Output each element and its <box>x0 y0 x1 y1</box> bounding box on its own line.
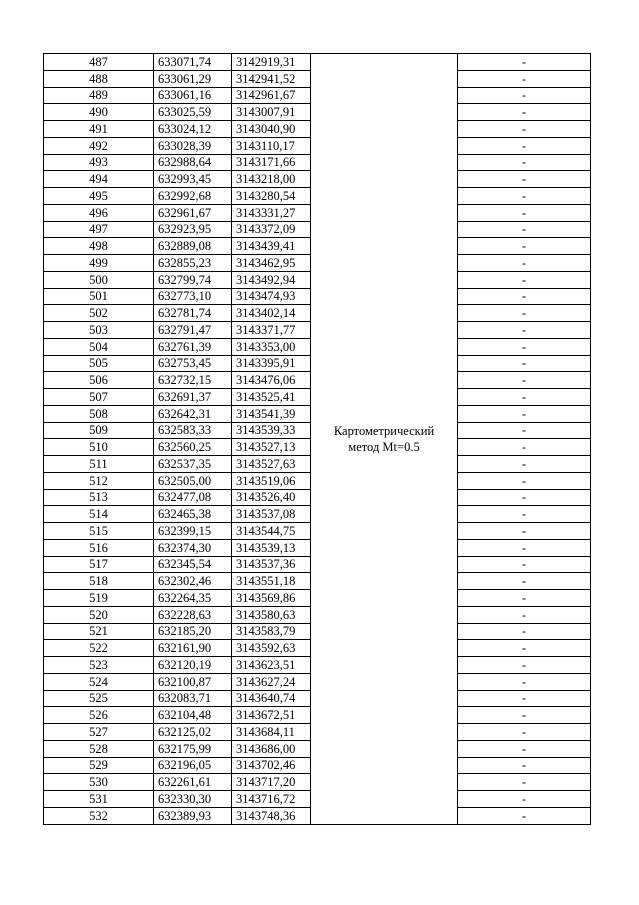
x-coordinate-cell: 632753,45 <box>154 355 232 372</box>
dash-cell: - <box>458 154 591 171</box>
point-number-cell: 501 <box>44 288 154 305</box>
y-coordinate-cell: 3143684,11 <box>232 724 311 741</box>
dash-cell: - <box>458 204 591 221</box>
x-coordinate-cell: 632104,48 <box>154 707 232 724</box>
point-number-cell: 496 <box>44 204 154 221</box>
dash-cell: - <box>458 724 591 741</box>
x-coordinate-cell: 632083,71 <box>154 690 232 707</box>
y-coordinate-cell: 3143539,13 <box>232 539 311 556</box>
x-coordinate-cell: 632988,64 <box>154 154 232 171</box>
x-coordinate-cell: 632855,23 <box>154 255 232 272</box>
dash-cell: - <box>458 271 591 288</box>
x-coordinate-cell: 633024,12 <box>154 121 232 138</box>
x-coordinate-cell: 632125,02 <box>154 724 232 741</box>
dash-cell: - <box>458 389 591 406</box>
y-coordinate-cell: 3143592,63 <box>232 640 311 657</box>
y-coordinate-cell: 3143623,51 <box>232 657 311 674</box>
dash-cell: - <box>458 539 591 556</box>
point-number-cell: 505 <box>44 355 154 372</box>
method-text-line: Картометрический <box>333 423 435 438</box>
point-number-cell: 513 <box>44 489 154 506</box>
y-coordinate-cell: 3143492,94 <box>232 271 311 288</box>
y-coordinate-cell: 3143537,08 <box>232 506 311 523</box>
dash-cell: - <box>458 506 591 523</box>
point-number-cell: 492 <box>44 137 154 154</box>
dash-cell: - <box>458 54 591 71</box>
dash-cell: - <box>458 405 591 422</box>
x-coordinate-cell: 633028,39 <box>154 137 232 154</box>
y-coordinate-cell: 3143537,36 <box>232 556 311 573</box>
y-coordinate-cell: 3143640,74 <box>232 690 311 707</box>
y-coordinate-cell: 3143110,17 <box>232 137 311 154</box>
y-coordinate-cell: 3143395,91 <box>232 355 311 372</box>
point-number-cell: 498 <box>44 238 154 255</box>
y-coordinate-cell: 3143551,18 <box>232 573 311 590</box>
point-number-cell: 494 <box>44 171 154 188</box>
dash-cell: - <box>458 707 591 724</box>
x-coordinate-cell: 632345,54 <box>154 556 232 573</box>
x-coordinate-cell: 632889,08 <box>154 238 232 255</box>
y-coordinate-cell: 3143702,46 <box>232 757 311 774</box>
point-number-cell: 519 <box>44 590 154 607</box>
point-number-cell: 510 <box>44 439 154 456</box>
point-number-cell: 523 <box>44 657 154 674</box>
x-coordinate-cell: 632781,74 <box>154 305 232 322</box>
dash-cell: - <box>458 87 591 104</box>
y-coordinate-cell: 3143527,13 <box>232 439 311 456</box>
point-number-cell: 520 <box>44 606 154 623</box>
point-number-cell: 527 <box>44 724 154 741</box>
dash-cell: - <box>458 489 591 506</box>
dash-cell: - <box>458 188 591 205</box>
y-coordinate-cell: 3143439,41 <box>232 238 311 255</box>
dash-cell: - <box>458 556 591 573</box>
y-coordinate-cell: 3143686,00 <box>232 740 311 757</box>
point-number-cell: 500 <box>44 271 154 288</box>
y-coordinate-cell: 3143040,90 <box>232 121 311 138</box>
y-coordinate-cell: 3142919,31 <box>232 54 311 71</box>
point-number-cell: 502 <box>44 305 154 322</box>
x-coordinate-cell: 632642,31 <box>154 405 232 422</box>
x-coordinate-cell: 633061,29 <box>154 70 232 87</box>
x-coordinate-cell: 633025,59 <box>154 104 232 121</box>
dash-cell: - <box>458 791 591 808</box>
dash-cell: - <box>458 757 591 774</box>
y-coordinate-cell: 3143541,39 <box>232 405 311 422</box>
coordinates-table <box>43 53 591 825</box>
x-coordinate-cell: 632799,74 <box>154 271 232 288</box>
x-coordinate-cell: 632477,08 <box>154 489 232 506</box>
y-coordinate-cell: 3143171,66 <box>232 154 311 171</box>
dash-cell: - <box>458 606 591 623</box>
y-coordinate-cell: 3143527,63 <box>232 456 311 473</box>
point-number-cell: 497 <box>44 221 154 238</box>
point-number-cell: 525 <box>44 690 154 707</box>
y-coordinate-cell: 3143672,51 <box>232 707 311 724</box>
dash-cell: - <box>458 573 591 590</box>
x-coordinate-cell: 632791,47 <box>154 322 232 339</box>
x-coordinate-cell: 632560,25 <box>154 439 232 456</box>
point-number-cell: 530 <box>44 774 154 791</box>
y-coordinate-cell: 3143007,91 <box>232 104 311 121</box>
point-number-cell: 531 <box>44 791 154 808</box>
x-coordinate-cell: 632465,38 <box>154 506 232 523</box>
point-number-cell: 516 <box>44 539 154 556</box>
y-coordinate-cell: 3143331,27 <box>232 204 311 221</box>
point-number-cell: 506 <box>44 372 154 389</box>
x-coordinate-cell: 632583,33 <box>154 422 232 439</box>
x-coordinate-cell: 632185,20 <box>154 623 232 640</box>
y-coordinate-cell: 3143539,33 <box>232 422 311 439</box>
x-coordinate-cell: 632691,37 <box>154 389 232 406</box>
y-coordinate-cell: 3143627,24 <box>232 673 311 690</box>
point-number-cell: 504 <box>44 338 154 355</box>
x-coordinate-cell: 632374,30 <box>154 539 232 556</box>
dash-cell: - <box>458 657 591 674</box>
point-number-cell: 518 <box>44 573 154 590</box>
x-coordinate-cell: 632264,35 <box>154 590 232 607</box>
dash-cell: - <box>458 673 591 690</box>
y-coordinate-cell: 3143474,93 <box>232 288 311 305</box>
y-coordinate-cell: 3142941,52 <box>232 70 311 87</box>
point-number-cell: 514 <box>44 506 154 523</box>
x-coordinate-cell: 632228,63 <box>154 606 232 623</box>
dash-cell: - <box>458 355 591 372</box>
dash-cell: - <box>458 288 591 305</box>
y-coordinate-cell: 3143569,86 <box>232 590 311 607</box>
y-coordinate-cell: 3143717,20 <box>232 774 311 791</box>
point-number-cell: 490 <box>44 104 154 121</box>
x-coordinate-cell: 632261,61 <box>154 774 232 791</box>
x-coordinate-cell: 632161,90 <box>154 640 232 657</box>
point-number-cell: 508 <box>44 405 154 422</box>
point-number-cell: 489 <box>44 87 154 104</box>
dash-cell: - <box>458 472 591 489</box>
point-number-cell: 512 <box>44 472 154 489</box>
y-coordinate-cell: 3143716,72 <box>232 791 311 808</box>
y-coordinate-cell: 3143402,14 <box>232 305 311 322</box>
y-coordinate-cell: 3143371,77 <box>232 322 311 339</box>
point-number-cell: 491 <box>44 121 154 138</box>
y-coordinate-cell: 3143544,75 <box>232 523 311 540</box>
dash-cell: - <box>458 456 591 473</box>
dash-cell: - <box>458 305 591 322</box>
x-coordinate-cell: 632100,87 <box>154 673 232 690</box>
dash-cell: - <box>458 523 591 540</box>
point-number-cell: 526 <box>44 707 154 724</box>
y-coordinate-cell: 3143525,41 <box>232 389 311 406</box>
dash-cell: - <box>458 104 591 121</box>
point-number-cell: 529 <box>44 757 154 774</box>
dash-cell: - <box>458 255 591 272</box>
x-coordinate-cell: 633061,16 <box>154 87 232 104</box>
point-number-cell: 517 <box>44 556 154 573</box>
point-number-cell: 493 <box>44 154 154 171</box>
point-number-cell: 532 <box>44 807 154 824</box>
x-coordinate-cell: 632196,05 <box>154 757 232 774</box>
dash-cell: - <box>458 121 591 138</box>
x-coordinate-cell: 632992,68 <box>154 188 232 205</box>
x-coordinate-cell: 632923,95 <box>154 221 232 238</box>
y-coordinate-cell: 3143218,00 <box>232 171 311 188</box>
y-coordinate-cell: 3143580,63 <box>232 606 311 623</box>
point-number-cell: 487 <box>44 54 154 71</box>
point-number-cell: 503 <box>44 322 154 339</box>
x-coordinate-cell: 632537,35 <box>154 456 232 473</box>
x-coordinate-cell: 632993,45 <box>154 171 232 188</box>
x-coordinate-cell: 632389,93 <box>154 807 232 824</box>
y-coordinate-cell: 3143462,95 <box>232 255 311 272</box>
dash-cell: - <box>458 70 591 87</box>
dash-cell: - <box>458 338 591 355</box>
x-coordinate-cell: 632302,46 <box>154 573 232 590</box>
x-coordinate-cell: 632399,15 <box>154 523 232 540</box>
y-coordinate-cell: 3143353,00 <box>232 338 311 355</box>
dash-cell: - <box>458 690 591 707</box>
dash-cell: - <box>458 774 591 791</box>
y-coordinate-cell: 3142961,67 <box>232 87 311 104</box>
x-coordinate-cell: 632120,19 <box>154 657 232 674</box>
y-coordinate-cell: 3143583,79 <box>232 623 311 640</box>
x-coordinate-cell: 632330,30 <box>154 791 232 808</box>
point-number-cell: 495 <box>44 188 154 205</box>
point-number-cell: 511 <box>44 456 154 473</box>
point-number-cell: 515 <box>44 523 154 540</box>
method-text-line: метод Mt=0.5 <box>348 439 420 454</box>
method-cell <box>311 54 458 825</box>
x-coordinate-cell: 632761,39 <box>154 338 232 355</box>
y-coordinate-cell: 3143476,06 <box>232 372 311 389</box>
dash-cell: - <box>458 623 591 640</box>
dash-cell: - <box>458 322 591 339</box>
x-coordinate-cell: 632732,15 <box>154 372 232 389</box>
dash-cell: - <box>458 372 591 389</box>
dash-cell: - <box>458 238 591 255</box>
point-number-cell: 522 <box>44 640 154 657</box>
table-row <box>44 54 591 71</box>
y-coordinate-cell: 3143526,40 <box>232 489 311 506</box>
x-coordinate-cell: 632175,99 <box>154 740 232 757</box>
dash-cell: - <box>458 422 591 439</box>
point-number-cell: 507 <box>44 389 154 406</box>
y-coordinate-cell: 3143372,09 <box>232 221 311 238</box>
coordinates-table-body <box>44 54 591 825</box>
dash-cell: - <box>458 171 591 188</box>
dash-cell: - <box>458 590 591 607</box>
x-coordinate-cell: 632773,10 <box>154 288 232 305</box>
point-number-cell: 524 <box>44 673 154 690</box>
x-coordinate-cell: 632505,00 <box>154 472 232 489</box>
dash-cell: - <box>458 740 591 757</box>
y-coordinate-cell: 3143519,06 <box>232 472 311 489</box>
dash-cell: - <box>458 221 591 238</box>
point-number-cell: 521 <box>44 623 154 640</box>
point-number-cell: 509 <box>44 422 154 439</box>
y-coordinate-cell: 3143748,36 <box>232 807 311 824</box>
dash-cell: - <box>458 640 591 657</box>
dash-cell: - <box>458 807 591 824</box>
dash-cell: - <box>458 439 591 456</box>
point-number-cell: 528 <box>44 740 154 757</box>
y-coordinate-cell: 3143280,54 <box>232 188 311 205</box>
point-number-cell: 488 <box>44 70 154 87</box>
x-coordinate-cell: 633071,74 <box>154 54 232 71</box>
point-number-cell: 499 <box>44 255 154 272</box>
x-coordinate-cell: 632961,67 <box>154 204 232 221</box>
dash-cell: - <box>458 137 591 154</box>
